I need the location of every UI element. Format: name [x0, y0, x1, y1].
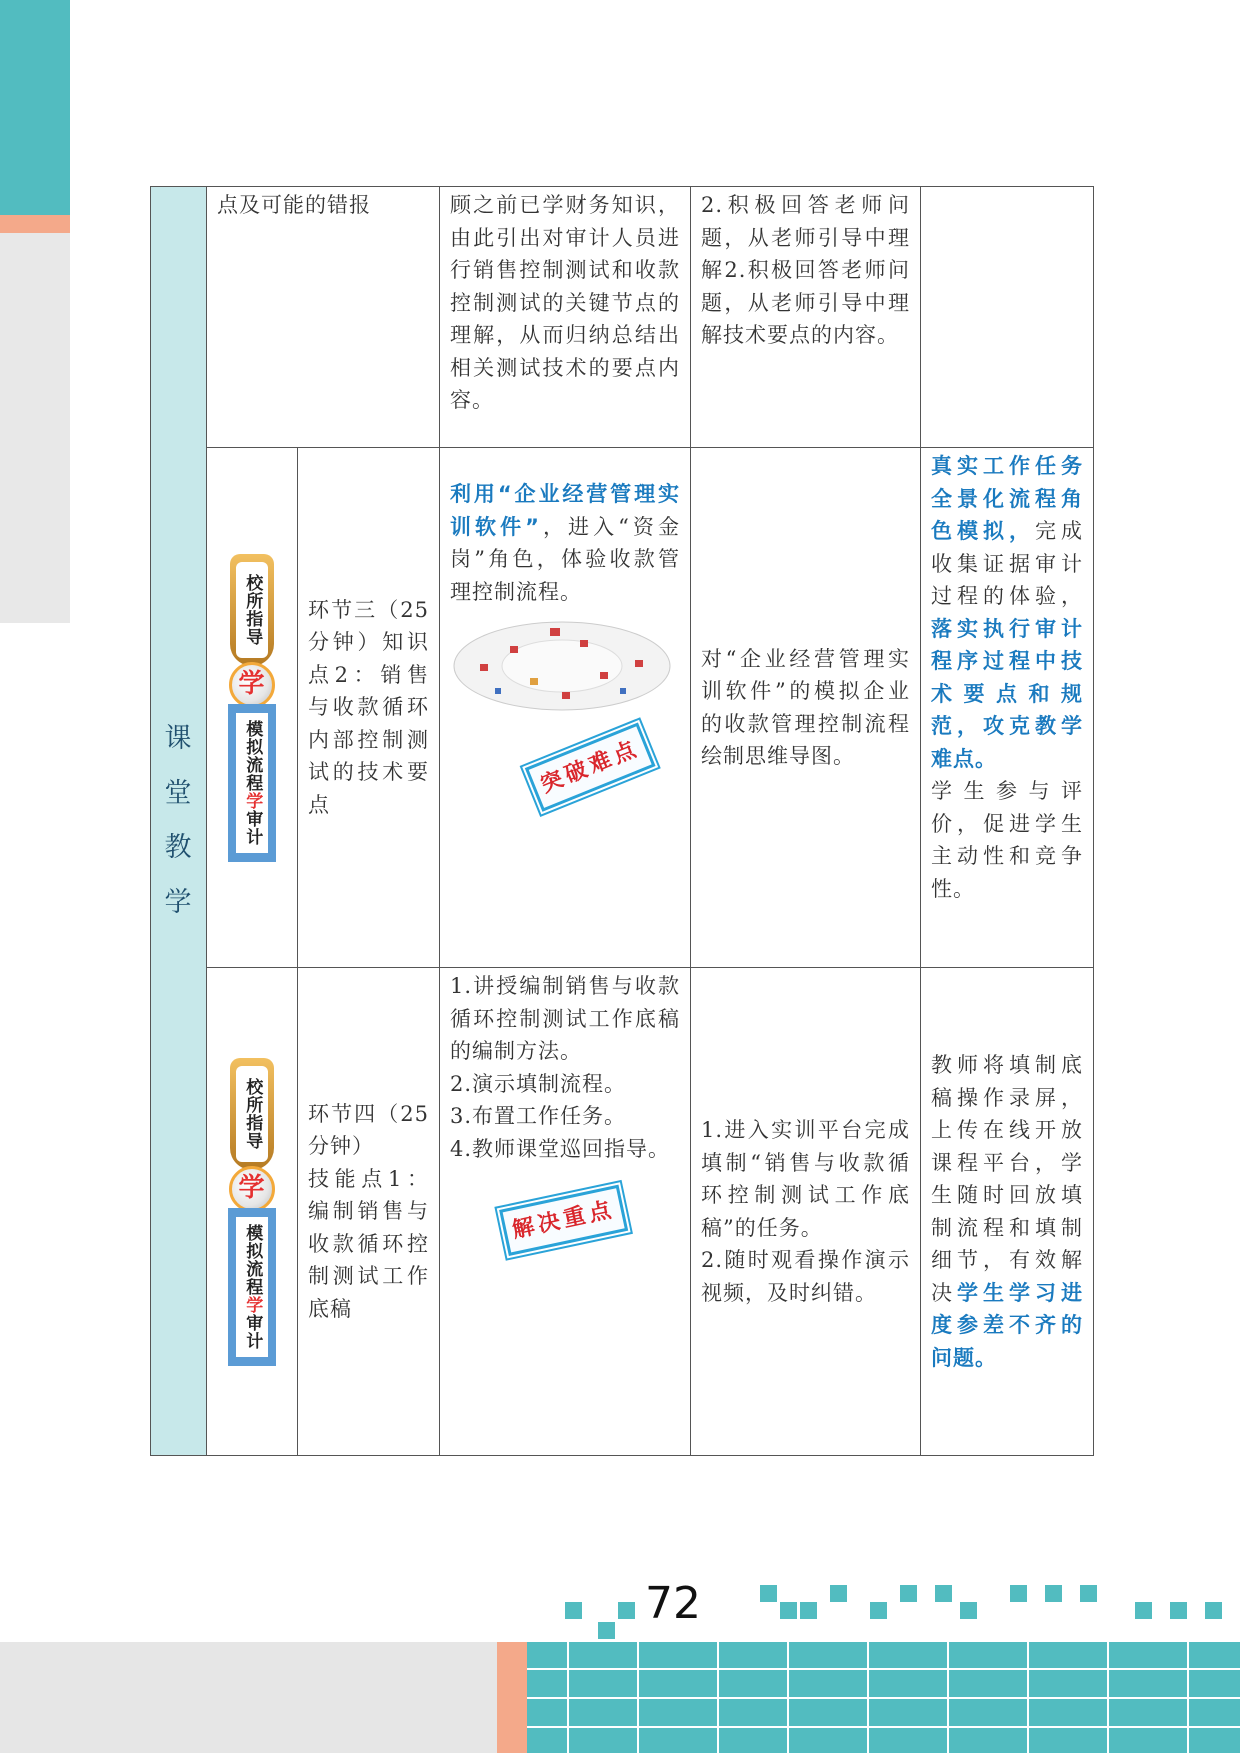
- badge-top-text: 校所指导: [236, 1066, 268, 1162]
- row2-note-highlight-2: 落实执行审计程序过程中技术要点和规范，攻克教学难点。: [931, 616, 1083, 771]
- list-item: 2.演示填制流程。: [450, 1071, 627, 1096]
- lesson-plan-table: [150, 186, 1094, 1456]
- row3-note-text: 教师将填制底稿操作录屏，上传在线开放课程平台，学生随时回放填制流程和填制细节，有效解决: [931, 1053, 1083, 1305]
- row1-teacher-cell: [440, 187, 691, 448]
- side-label-cell: [151, 187, 207, 1456]
- list-item: 4.教师课堂巡回指导。: [450, 1136, 671, 1161]
- left-teal-bar: [0, 0, 70, 215]
- bottom-teal-pixel-band: [527, 1642, 1240, 1753]
- row2-teacher-text: ，进入“资金岗”角色，体验收款管理控制流程。: [450, 514, 680, 604]
- row3-stage-cell: [298, 968, 440, 1456]
- row1-note-cell: [921, 187, 1094, 448]
- left-salmon-bar: [0, 215, 70, 233]
- flow-diagram-image: [450, 616, 675, 716]
- row2-note-cell: [921, 448, 1094, 968]
- guidance-badge: [228, 1058, 276, 1366]
- table-row: [151, 187, 1094, 448]
- stamp-key-point: 解决重点: [499, 1185, 628, 1256]
- row3-stage-title: 环节四（25分钟）: [308, 1101, 429, 1159]
- guidance-badge: [228, 554, 276, 862]
- row3-teacher-cell: [440, 968, 691, 1456]
- row2-stage-cell: [298, 448, 440, 968]
- row2-note-text-2: 学生参与评价，促进学生主动性和竞争性。: [931, 779, 1083, 901]
- badge-circle-text: 学: [229, 1166, 275, 1212]
- bottom-salmon-band: [497, 1642, 527, 1753]
- row2-badge-cell: [207, 448, 298, 968]
- row3-note-highlight: 学生学习进度参差不齐的问题。: [931, 1280, 1083, 1370]
- list-item: 1.讲授编制销售与收款循环控制测试工作底稿的编制方法。: [450, 974, 680, 1063]
- table-row: [151, 448, 1094, 968]
- bottom-grey-band: [0, 1642, 500, 1753]
- row1-stage-cell: [207, 187, 440, 448]
- row3-badge-cell: [207, 968, 298, 1456]
- row3-student-cell: [691, 968, 921, 1456]
- list-item: 3.布置工作任务。: [450, 1104, 627, 1128]
- row1-student-cell: [691, 187, 921, 448]
- side-char: 课: [164, 723, 193, 754]
- row2-stage-text: 环节三（25分钟）知识点2：销售与收款循环内部控制测试的技术要点: [308, 597, 429, 817]
- stamp-breakthrough: 突破难点: [525, 722, 656, 811]
- side-char: 学: [164, 886, 193, 918]
- row2-teacher-cell: [440, 448, 691, 968]
- badge-bottom-text: 模拟流程 学 审计: [236, 713, 268, 853]
- row2-student-cell: [691, 448, 921, 968]
- row2-teacher-highlight: 利用“企业经营管理实训软件”: [450, 482, 680, 539]
- table-row: [151, 968, 1094, 1456]
- side-char: 堂: [164, 777, 193, 809]
- left-grey-bar: [0, 233, 70, 623]
- row3-note-cell: [921, 968, 1094, 1456]
- row1-student-text: 2.积极回答老师问题，从老师引导中理解2.积极回答老师问题，从老师引导中理解技术要点的内容。: [701, 193, 910, 347]
- list-item: 2.随时观看操作演示视频，及时纠错。: [701, 1248, 910, 1305]
- badge-circle-text: 学: [229, 662, 275, 708]
- list-item: 1.进入实训平台完成填制“销售与收款循环控制测试工作底稿”的任务。: [701, 1118, 910, 1240]
- page-number: 72: [645, 1578, 701, 1629]
- row3-stage-text: 技能点1：编制销售与收款循环控制测试工作底稿: [308, 1166, 429, 1321]
- row1-teacher-text: 顾之前已学财务知识，由此引出对审计人员进行销售控制测试和收款控制测试的关键节点的理解，从而归纳总结出相关测试技术的要点内容。: [450, 193, 680, 412]
- row2-student-text: 对“企业经营管理实训软件”的模拟企业的收款管理控制流程绘制思维导图。: [701, 646, 910, 768]
- row2-note-text-1: 完成收集证据审计过程的体验，: [931, 519, 1083, 608]
- row2-note-highlight-1: 真实工作任务全景化流程角色模拟，: [931, 454, 1083, 543]
- badge-bottom-text: 模拟流程 学 审计: [236, 1217, 268, 1357]
- badge-top-text: 校所指导: [236, 562, 268, 658]
- side-char: 教: [164, 832, 193, 863]
- row1-stage-text: 点及可能的错报: [217, 193, 371, 217]
